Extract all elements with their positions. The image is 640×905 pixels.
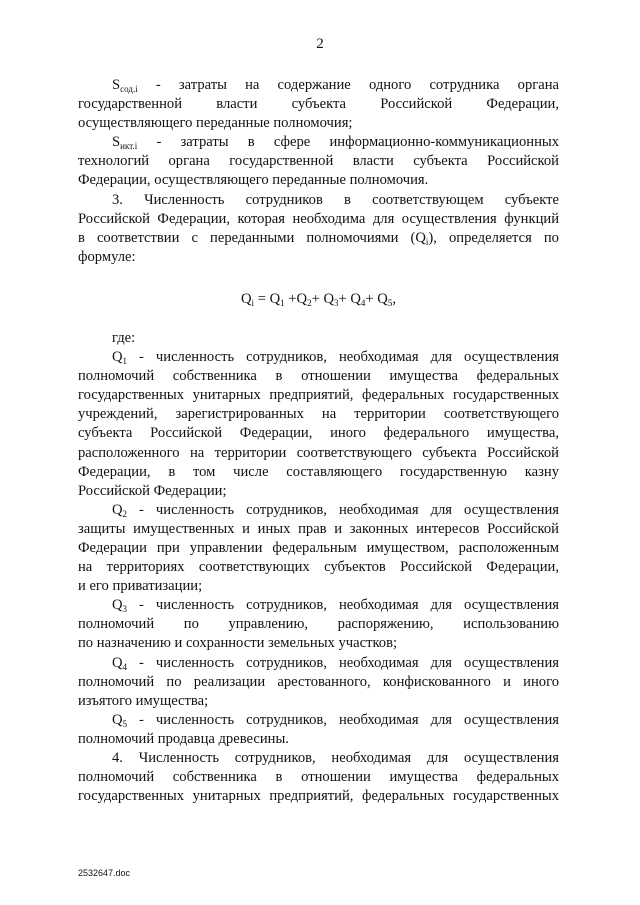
text-line: и его приватизации; — [78, 578, 203, 595]
text-line: $Q_4$ - численность сотрудников, необходимая для осуществления — [112, 654, 559, 672]
formula: $Q_i = Q_1 +Q_2+ Q_3+ Q_4+ Q_5$, — [241, 290, 396, 308]
text-line: формуле: — [78, 248, 136, 265]
text-line: изъятого имущества; — [78, 692, 209, 709]
text-line: технологий органа государственной власти субъекта Российской — [78, 153, 559, 170]
page-number: 2 — [316, 36, 324, 52]
paragraph-3 — [78, 191, 559, 267]
paragraph-q3 — [78, 596, 559, 653]
paragraph-q1 — [78, 348, 559, 501]
text-line: в соответствии с переданными полномочиями $(Q_i)$, определяется по — [78, 229, 559, 247]
paragraph-s-sod — [78, 76, 559, 133]
text-line: осуществляющего переданные полномочия; — [78, 115, 353, 132]
text-line: государственных унитарных предприятий, федеральных государственных — [78, 387, 559, 404]
paragraph-q2 — [78, 501, 559, 596]
document-filename: 2532647.doc — [78, 868, 131, 878]
text-line: $Q_3$ - численность сотрудников, необходимая для осуществления — [112, 597, 559, 615]
text-line: защиты имущественных и иных прав и законных интересов Российской — [78, 520, 559, 537]
text-line: субъекта Российской Федерации, иного федерального имущества, — [78, 425, 559, 442]
text-line: полномочий по управлению, распоряжению, использованию — [78, 616, 559, 633]
text-line: полномочий собственника в отношении имущества федеральных — [78, 769, 559, 786]
text-line: Российской Федерации; — [78, 482, 227, 499]
text-line: государственных унитарных предприятий, федеральных государственных — [78, 788, 559, 805]
text-line: Федерации, в том числе составляющего государственную казну — [78, 463, 559, 480]
text-line: полномочий по реализации арестованного, конфискованного и иного — [78, 673, 559, 690]
text-line: $Q_1$ - численность сотрудников, необходимая для осуществления — [112, 349, 559, 367]
text-line: государственной власти субъекта Российской Федерации, — [78, 96, 559, 113]
text-line: полномочий продавца древесины. — [78, 730, 289, 747]
text-line: Российской Федерации, которая необходима для осуществления функций — [78, 210, 559, 227]
text-line: Федерации при управлении федеральным имуществом, расположенным — [78, 539, 559, 556]
paragraph-s-ikt — [78, 133, 559, 190]
text-line: $Q_2$ - численность сотрудников, необходимая для осуществления — [112, 501, 559, 519]
text-line: по назначению и сохранности земельных участков; — [78, 635, 398, 652]
text-line: полномочий собственника в отношении имущества федеральных — [78, 368, 559, 385]
text-line: $S_{икт.i}$ - затраты в сфере информационно-коммуникационных — [112, 134, 559, 152]
where-label: где: — [112, 329, 136, 346]
text-line: Федерации, осуществляющего переданные полномочия. — [78, 172, 429, 189]
text-line: $Q_5$ - численность сотрудников, необходимая для осуществления — [112, 711, 559, 729]
text-line: на территориях соответствующих субъектов Российской Федерации, — [78, 559, 559, 576]
text-line: расположенного на территории соответствующего субъекта Российской — [78, 444, 559, 461]
paragraph-4 — [78, 749, 559, 806]
text-line: учреждений, зарегистрированных на территории соответствующего — [78, 406, 559, 423]
paragraph-q5 — [78, 711, 559, 749]
document-body — [78, 76, 559, 806]
text-line: 3. Численность сотрудников в соответствующем субъекте — [112, 191, 559, 208]
paragraph-q4 — [78, 654, 559, 711]
text-line: $S_{сод.i}$ - затраты на содержание одного сотрудника органа — [112, 77, 559, 94]
text-line: 4. Численность сотрудников, необходимая для осуществления — [112, 750, 559, 766]
